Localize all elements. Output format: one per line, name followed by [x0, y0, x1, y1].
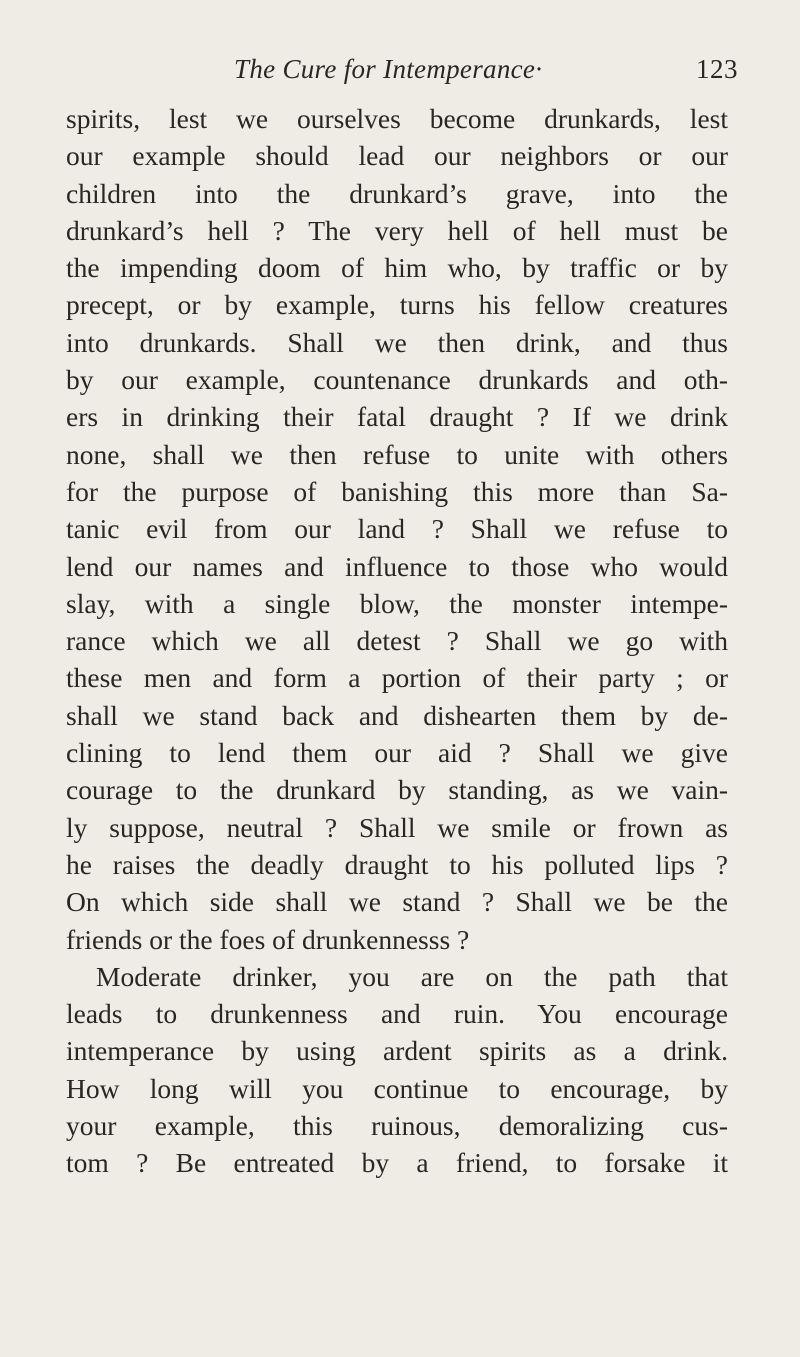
text-line: clining to lend them our aid ? Shall we give: [66, 737, 728, 769]
text-line: your example, this ruinous, demoralizing cus-: [66, 1110, 728, 1142]
text-line: shall we stand back and dishearten them by de-: [66, 699, 728, 731]
text-line: Moderate drinker, you are on the path that: [96, 960, 728, 992]
running-title: The Cure for Intemperance·: [234, 54, 543, 84]
text-line: by our example, countenance drunkards and oth-: [66, 364, 728, 396]
text-line: these men and form a portion of their party ; or: [66, 662, 728, 694]
page-number: 123: [696, 54, 738, 84]
body-text: [66, 100, 728, 1182]
text-line: our example should lead our neighbors or our: [66, 140, 728, 172]
text-line: intemperance by using ardent spirits as a drink.: [66, 1035, 728, 1067]
text-line: drunkard’s hell ? The very hell of hell must be: [66, 214, 728, 246]
text-line: lend our names and influence to those who would: [66, 550, 728, 582]
text-line: tanic evil from our land ? Shall we refuse to: [66, 513, 728, 545]
text-line: he raises the deadly draught to his polluted lips ?: [66, 848, 728, 880]
text-line: spirits, lest we ourselves become drunkards, lest: [66, 103, 728, 134]
text-line: courage to the drunkard by standing, as we vain-: [66, 774, 728, 806]
text-line: slay, with a single blow, the monster intempe-: [66, 587, 728, 619]
text-line: the impending doom of him who, by traffic or by: [66, 252, 728, 284]
text-line: for the purpose of banishing this more than Sa-: [66, 475, 728, 507]
text-line: rance which we all detest ? Shall we go with: [66, 625, 728, 657]
text-line: leads to drunkenness and ruin. You encourage: [66, 998, 728, 1030]
text-line: none, shall we then refuse to unite with others: [66, 438, 728, 470]
text-line: ers in drinking their fatal draught ? If we drink: [66, 401, 728, 433]
text-line: friends or the foes of drunkennesss ?: [66, 923, 470, 955]
text-line: into drunkards. Shall we then drink, and thus: [66, 326, 728, 358]
text-line: How long will you continue to encourage, by: [66, 1072, 728, 1104]
running-head: [66, 48, 740, 88]
text-line: tom ? Be entreated by a friend, to forsake it: [66, 1147, 728, 1179]
text-line: On which side shall we stand ? Shall we be the: [66, 886, 728, 918]
text-line: children into the drunkard’s grave, into the: [66, 177, 728, 209]
text-line: precept, or by example, turns his fellow creatures: [66, 289, 728, 321]
text-line: ly suppose, neutral ? Shall we smile or frown as: [66, 811, 728, 843]
